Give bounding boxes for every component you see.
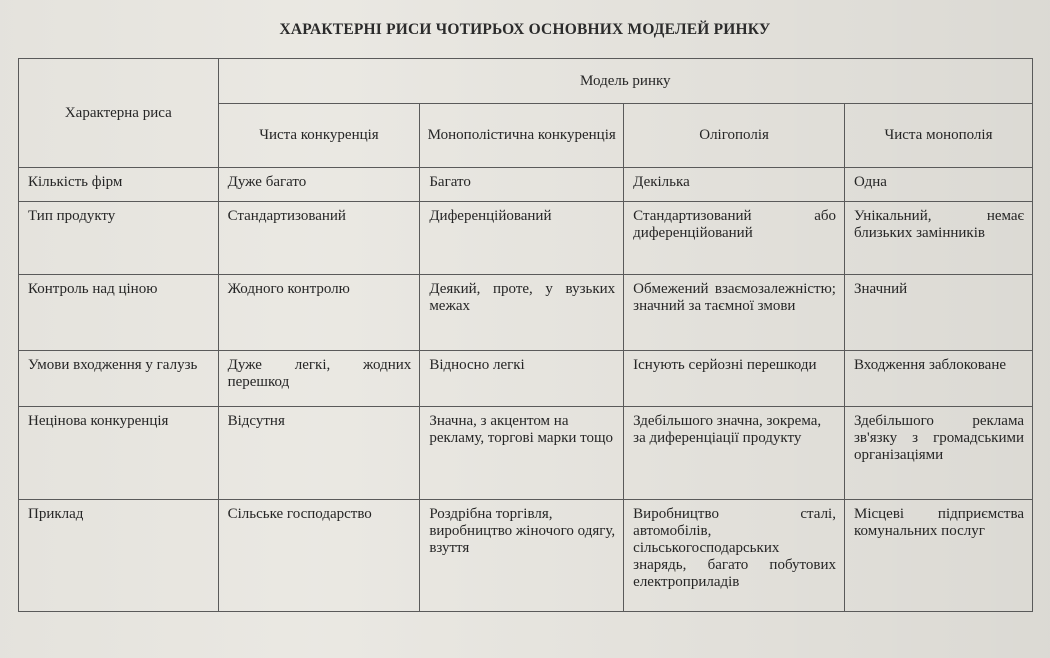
table-cell: Входження заблоковане [844, 351, 1032, 407]
row-feature: Контроль над ціною [19, 275, 219, 351]
header-column: Монополістична конкуренція [420, 104, 624, 168]
row-feature: Нецінова конкуренція [19, 407, 219, 500]
table-cell: Дуже легкі, жодних перешкод [218, 351, 420, 407]
table-row [19, 202, 1033, 275]
table-cell: Виробництво сталі, автомобілів, сільськогосподарських знарядь, багато побутових електроприладів [624, 500, 845, 612]
table-cell: Диференційований [420, 202, 624, 275]
row-feature: Кількість фірм [19, 168, 219, 202]
table-cell: Існують серйозні перешкоди [624, 351, 845, 407]
table-cell: Декілька [624, 168, 845, 202]
table-cell: Здебільшого реклама зв'язку з громадськими організаціями [844, 407, 1032, 500]
table-cell: Відсутня [218, 407, 420, 500]
table-row [19, 407, 1033, 500]
table-cell: Жодного контролю [218, 275, 420, 351]
table-cell: Обмежений взаємозалежністю; значний за таємної змови [624, 275, 845, 351]
table-cell: Здебільшого значна, зокрема, за диференціації продукту [624, 407, 845, 500]
table-cell: Одна [844, 168, 1032, 202]
table-cell: Стандартизований або диференційований [624, 202, 845, 275]
header-column: Олігополія [624, 104, 845, 168]
table-cell: Сільське господарство [218, 500, 420, 612]
row-feature: Тип продукту [19, 202, 219, 275]
header-row-top [19, 59, 1033, 104]
table-cell: Значна, з акцентом на рекламу, торгові марки тощо [420, 407, 624, 500]
header-column: Чиста монополія [844, 104, 1032, 168]
table-row [19, 500, 1033, 612]
table-cell: Багато [420, 168, 624, 202]
table-cell: Стандартизований [218, 202, 420, 275]
table-row [19, 168, 1033, 202]
market-models-table [18, 58, 1033, 612]
table-cell: Відносно легкі [420, 351, 624, 407]
table-cell: Дуже багато [218, 168, 420, 202]
document-title: ХАРАКТЕРНІ РИСИ ЧОТИРЬОХ ОСНОВНИХ МОДЕЛЕЙ РИНКУ [279, 21, 771, 38]
row-feature: Приклад [19, 500, 219, 612]
table-cell: Роздрібна торгівля, виробництво жіночого одягу, взуття [420, 500, 624, 612]
table-cell: Значний [844, 275, 1032, 351]
table-row [19, 275, 1033, 351]
table-row [19, 351, 1033, 407]
header-column: Чиста конкуренція [218, 104, 420, 168]
header-model: Модель ринку [218, 59, 1032, 104]
table-cell: Деякий, проте, у вузьких межах [420, 275, 624, 351]
header-feature: Характерна риса [19, 59, 219, 168]
table-cell: Місцеві підприємства комунальних послуг [844, 500, 1032, 612]
table-cell: Унікальний, немає близьких замінників [844, 202, 1032, 275]
row-feature: Умови входження у галузь [19, 351, 219, 407]
